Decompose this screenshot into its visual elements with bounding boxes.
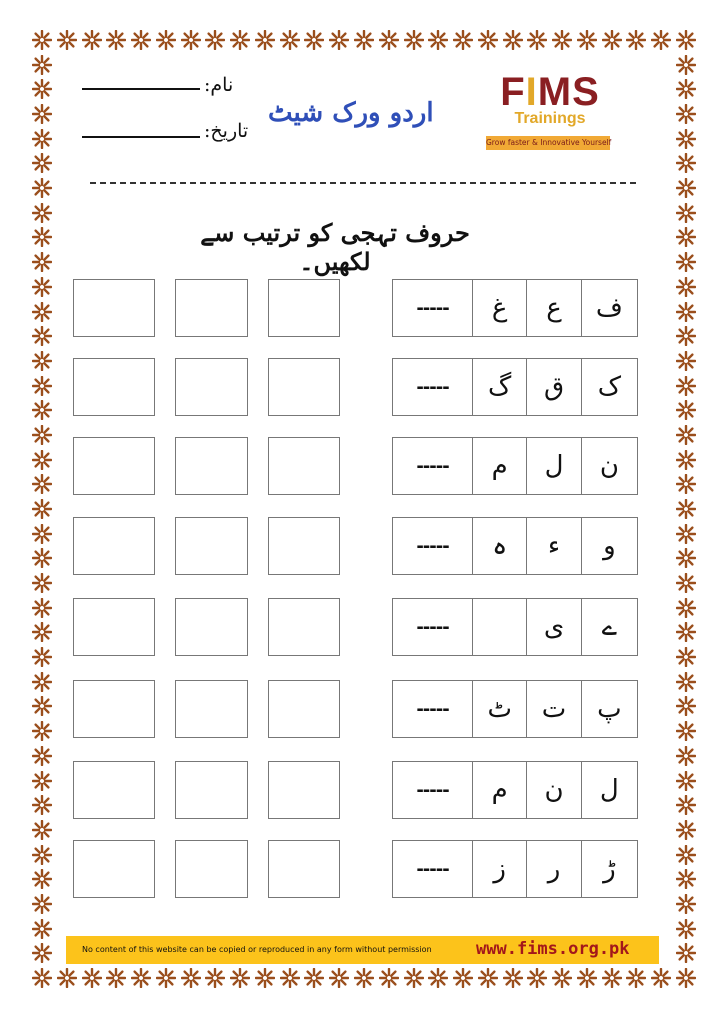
flower-ornament-icon [32, 252, 52, 272]
answer-box-2[interactable] [175, 680, 248, 738]
blank-cell[interactable]: ----- [416, 698, 449, 720]
answer-box-1[interactable] [73, 437, 155, 495]
flower-ornament-icon [32, 499, 52, 519]
flower-ornament-icon [230, 30, 250, 50]
letter-cell: ل [581, 762, 637, 818]
answer-box-3[interactable] [268, 517, 340, 575]
flower-ornament-icon [32, 104, 52, 124]
letter-cell: ل [526, 438, 580, 494]
letter-sequence-table [392, 598, 638, 656]
letter-cell: م [472, 762, 526, 818]
flower-ornament-icon [82, 30, 102, 50]
flower-ornament-icon [304, 30, 324, 50]
blank-cell[interactable]: ----- [416, 535, 449, 557]
dashed-divider [90, 182, 636, 184]
flower-ornament-icon [676, 820, 696, 840]
letter-cell: غ [472, 280, 526, 336]
flower-ornament-icon [478, 968, 498, 988]
flower-ornament-icon [527, 30, 547, 50]
blank-cell[interactable]: ----- [416, 779, 449, 801]
letter-sequence-table [392, 437, 638, 495]
blank-cell[interactable]: ----- [416, 297, 449, 319]
flower-ornament-icon [626, 30, 646, 50]
flower-ornament-icon [453, 968, 473, 988]
letter-cell: ن [581, 438, 637, 494]
flower-ornament-icon [552, 30, 572, 50]
answer-box-3[interactable] [268, 358, 340, 416]
flower-ornament-icon [602, 30, 622, 50]
flower-ornament-icon [329, 968, 349, 988]
flower-ornament-icon [32, 968, 52, 988]
flower-ornament-icon [32, 227, 52, 247]
flower-ornament-icon [156, 30, 176, 50]
flower-ornament-icon [676, 573, 696, 593]
flower-ornament-icon [32, 129, 52, 149]
flower-ornament-icon [32, 153, 52, 173]
flower-ornament-icon [255, 30, 275, 50]
flower-ornament-icon [32, 55, 52, 75]
letter-cell: ق [526, 359, 580, 415]
flower-ornament-icon [676, 919, 696, 939]
letter-sequence-table [392, 680, 638, 738]
flower-ornament-icon [379, 30, 399, 50]
flower-ornament-icon [106, 968, 126, 988]
worksheet-row [0, 279, 724, 337]
letter-cell: ن [526, 762, 580, 818]
flower-ornament-icon [82, 968, 102, 988]
flower-ornament-icon [676, 943, 696, 963]
letter-cell: ر [526, 841, 580, 897]
answer-box-3[interactable] [268, 761, 340, 819]
flower-ornament-icon [404, 968, 424, 988]
letter-cell: ت [526, 681, 580, 737]
flower-ornament-icon [354, 30, 374, 50]
worksheet-row [0, 761, 724, 819]
flower-ornament-icon [676, 203, 696, 223]
answer-box-3[interactable] [268, 279, 340, 337]
flower-ornament-icon [453, 30, 473, 50]
flower-ornament-icon [32, 919, 52, 939]
letter-cell: پ [581, 681, 637, 737]
footer-bar [66, 936, 659, 964]
worksheet-title: اردو ورک شیٹ [268, 98, 434, 128]
flower-ornament-icon [181, 30, 201, 50]
blank-cell[interactable]: ----- [416, 858, 449, 880]
flower-ornament-icon [280, 30, 300, 50]
flower-ornament-icon [205, 968, 225, 988]
flower-ornament-icon [57, 30, 77, 50]
flower-ornament-icon [57, 968, 77, 988]
letter-cell: ک [581, 359, 637, 415]
flower-ornament-icon [676, 30, 696, 50]
flower-ornament-icon [676, 252, 696, 272]
flower-ornament-icon [280, 968, 300, 988]
worksheet-row [0, 358, 724, 416]
flower-ornament-icon [428, 968, 448, 988]
flower-ornament-icon [32, 820, 52, 840]
letter-cell: ز [472, 841, 526, 897]
letter-sequence-table [392, 840, 638, 898]
worksheet-row [0, 517, 724, 575]
answer-box-2[interactable] [175, 840, 248, 898]
name-underline [82, 88, 200, 90]
flower-ornament-icon [131, 968, 151, 988]
flower-ornament-icon [32, 203, 52, 223]
flower-ornament-icon [131, 30, 151, 50]
blank-cell[interactable]: ----- [416, 616, 449, 638]
flower-ornament-icon [602, 968, 622, 988]
flower-ornament-icon [404, 30, 424, 50]
answer-box-2[interactable] [175, 437, 248, 495]
flower-ornament-icon [304, 968, 324, 988]
answer-box-2[interactable] [175, 598, 248, 656]
flower-ornament-icon [478, 30, 498, 50]
flower-ornament-icon [32, 178, 52, 198]
flower-ornament-icon [32, 79, 52, 99]
flower-ornament-icon [32, 573, 52, 593]
name-label: نام: [204, 74, 234, 96]
letter-cell: ء [526, 518, 580, 574]
flower-ornament-icon [577, 30, 597, 50]
flower-ornament-icon [676, 104, 696, 124]
answer-box-2[interactable] [175, 279, 248, 337]
letter-cell [472, 599, 526, 655]
answer-box-2[interactable] [175, 517, 248, 575]
answer-box-1[interactable] [73, 358, 155, 416]
logo-brand: FIMS [500, 70, 600, 114]
letter-sequence-table [392, 517, 638, 575]
letter-cell: ے [581, 599, 637, 655]
flower-ornament-icon [503, 968, 523, 988]
flower-ornament-icon [527, 968, 547, 988]
letter-sequence-table [392, 761, 638, 819]
flower-ornament-icon [329, 30, 349, 50]
answer-box-1[interactable] [73, 680, 155, 738]
answer-box-2[interactable] [175, 761, 248, 819]
letter-cell: و [581, 518, 637, 574]
flower-ornament-icon [156, 968, 176, 988]
worksheet-row [0, 680, 724, 738]
blank-cell[interactable]: ----- [416, 376, 449, 398]
letter-cell: ٹ [472, 681, 526, 737]
date-label: تاریخ: [204, 120, 249, 142]
date-underline [82, 136, 200, 138]
copyright-note: No content of this website can be copied or reproduced in any form without permission [82, 945, 432, 954]
flower-ornament-icon [428, 30, 448, 50]
instruction-heading: حروف تہجی کو ترتیب سے لکھیں۔ [200, 218, 470, 276]
flower-ornament-icon [255, 968, 275, 988]
flower-ornament-icon [676, 227, 696, 247]
letter-cell: ف [581, 280, 637, 336]
website-link[interactable]: www.fims.org.pk [476, 939, 630, 959]
answer-box-3[interactable] [268, 840, 340, 898]
worksheet-row [0, 598, 724, 656]
flower-ornament-icon [354, 968, 374, 988]
flower-ornament-icon [676, 153, 696, 173]
worksheet-row [0, 840, 724, 898]
letter-cell: گ [472, 359, 526, 415]
answer-box-3[interactable] [268, 437, 340, 495]
letter-cell: ع [526, 280, 580, 336]
worksheet-row [0, 437, 724, 495]
flower-ornament-icon [676, 79, 696, 99]
flower-ornament-icon [676, 968, 696, 988]
letter-sequence-table [392, 358, 638, 416]
letter-cell: ی [526, 599, 580, 655]
flower-ornament-icon [651, 30, 671, 50]
logo-subtitle: Trainings [514, 110, 586, 127]
flower-ornament-icon [503, 30, 523, 50]
answer-box-1[interactable] [73, 598, 155, 656]
answer-box-1[interactable] [73, 517, 155, 575]
flower-ornament-icon [626, 968, 646, 988]
letter-cell: ڑ [581, 841, 637, 897]
answer-box-1[interactable] [73, 761, 155, 819]
flower-ornament-icon [32, 30, 52, 50]
flower-ornament-icon [552, 968, 572, 988]
letter-cell: م [472, 438, 526, 494]
answer-box-3[interactable] [268, 598, 340, 656]
flower-ornament-icon [181, 968, 201, 988]
answer-box-1[interactable] [73, 840, 155, 898]
letter-cell: ہ [472, 518, 526, 574]
blank-cell[interactable]: ----- [416, 455, 449, 477]
letter-sequence-table [392, 279, 638, 337]
flower-ornament-icon [676, 499, 696, 519]
flower-ornament-icon [676, 55, 696, 75]
flower-ornament-icon [106, 30, 126, 50]
flower-ornament-icon [676, 129, 696, 149]
flower-ornament-icon [205, 30, 225, 50]
logo-tagline: Grow faster & Innovative Yourself [486, 136, 610, 150]
flower-ornament-icon [32, 943, 52, 963]
answer-box-2[interactable] [175, 358, 248, 416]
fims-logo [486, 70, 614, 156]
flower-ornament-icon [651, 968, 671, 988]
flower-ornament-icon [230, 968, 250, 988]
flower-ornament-icon [676, 178, 696, 198]
flower-ornament-icon [379, 968, 399, 988]
answer-box-1[interactable] [73, 279, 155, 337]
flower-ornament-icon [577, 968, 597, 988]
answer-box-3[interactable] [268, 680, 340, 738]
